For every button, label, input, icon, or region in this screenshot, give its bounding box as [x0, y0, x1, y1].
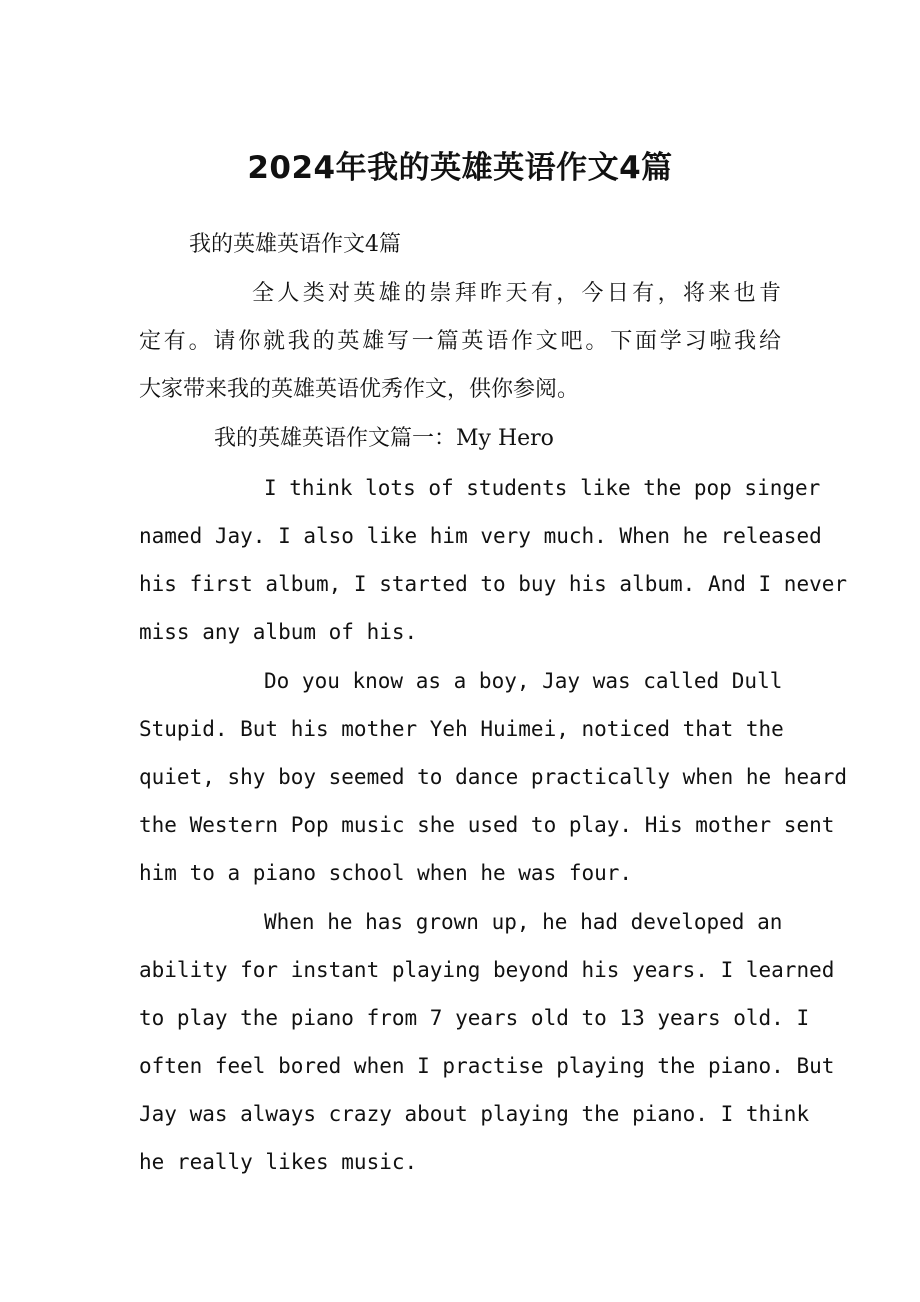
paragraph-3-line-3: to play the piano from 7 years old to 13 years old. I [139, 1006, 810, 1030]
paragraph-2-line-2: Stupid. But his mother Yeh Huimei, noticed that the [139, 717, 784, 741]
paragraph-2-line-3: quiet, shy boy seemed to dance practically when he heard [139, 765, 848, 789]
section-heading: 我的英雄英语作文篇一：My Hero [214, 426, 554, 451]
intro-line-2: 定有。请你就我的英雄写一篇英语作文吧。下面学习啦我给 [139, 329, 781, 354]
paragraph-2-line-1: Do you know as a boy, Jay was called Dull [264, 669, 783, 693]
paragraph-1-line-2: named Jay. I also like him very much. When he released [139, 524, 822, 548]
paragraph-2-line-4: the Western Pop music she used to play. His mother sent [139, 813, 835, 837]
paragraph-2-line-5: him to a piano school when he was four. [139, 861, 633, 885]
paragraph-3-line-2: ability for instant playing beyond his years. I learned [139, 958, 835, 982]
paragraph-1-line-3: his first album, I started to buy his album. And I never [139, 572, 848, 596]
paragraph-1-line-4: miss any album of his. [139, 620, 418, 644]
paragraph-1-line-1: I think lots of students like the pop singer [264, 476, 821, 500]
paragraph-3-line-5: Jay was always crazy about playing the piano. I think [139, 1102, 810, 1126]
paragraph-3-line-1: When he has grown up, he had developed an [264, 910, 783, 934]
document-title: 2024年我的英雄英语作文4篇 [247, 150, 673, 186]
intro-line-3: 大家带来我的英雄英语优秀作文，供你参阅。 [139, 377, 580, 402]
intro-line-1: 全人类对英雄的崇拜昨天有，今日有，将来也肯 [252, 281, 781, 306]
paragraph-3-line-6: he really likes music. [139, 1150, 418, 1174]
document-subtitle: 我的英雄英语作文4篇 [189, 232, 401, 257]
paragraph-3-line-4: often feel bored when I practise playing the piano. But [139, 1054, 835, 1078]
